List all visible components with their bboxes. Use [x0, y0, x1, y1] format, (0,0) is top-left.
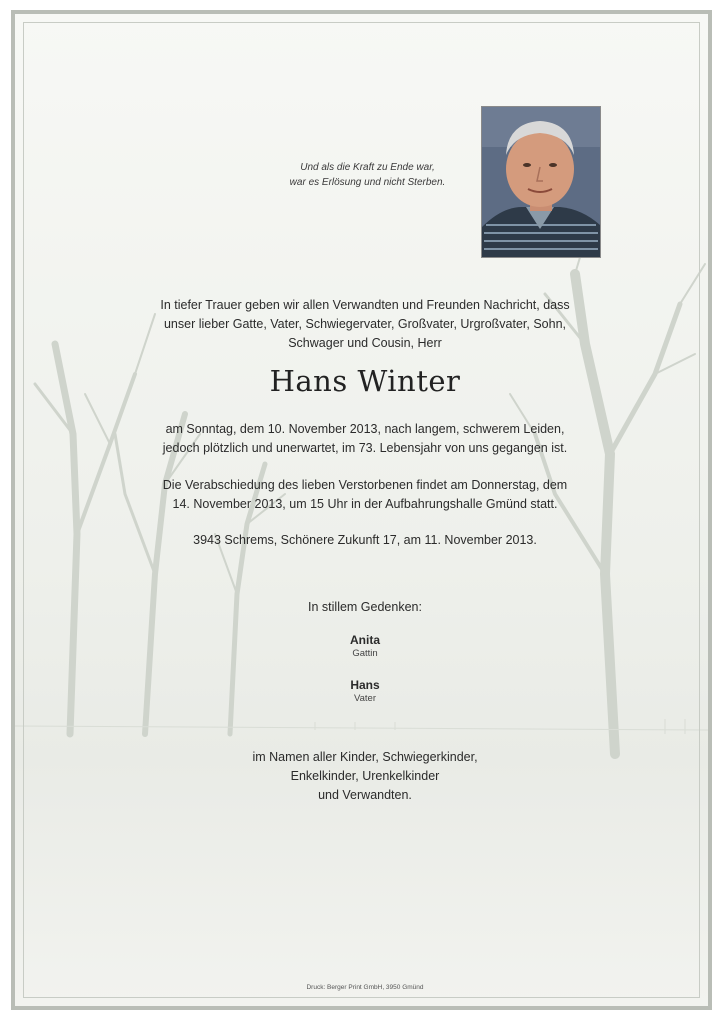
intro-text — [135, 296, 595, 353]
card-content — [15, 14, 712, 1010]
obituary-card — [11, 10, 712, 1010]
mourner-item — [265, 678, 465, 705]
closing-line-1: im Namen aller Kinder, Schwiegerkinder, — [252, 750, 478, 764]
intro-line-3: Schwager und Cousin, Herr — [288, 336, 442, 350]
closing-text — [165, 748, 565, 805]
closing-line-3: und Verwandten. — [318, 788, 412, 802]
quote-line-2: war es Erlösung und nicht Sterben. — [289, 177, 446, 188]
intro-line-2: unser lieber Gatte, Vater, Schwiegervater, Großvater, Urgroßvater, Sohn, — [163, 317, 567, 331]
death-notice-line-2: jedoch plötzlich und unerwartet, im 73. Lebensjahr von uns gegangen ist. — [162, 441, 568, 455]
funeral-line-1: Die Verabschiedung des lieben Verstorbenen findet am Donnerstag, dem — [162, 478, 568, 492]
quote-line-1: Und als die Kraft zu Ende war, — [300, 162, 435, 173]
mourner-relation: Vater — [353, 693, 376, 704]
death-notice — [115, 420, 615, 458]
funeral-line-2: 14. November 2013, um 15 Uhr in der Aufbahrungshalle Gmünd statt. — [172, 497, 558, 511]
remembrance-heading: In stillem Gedenken: — [308, 600, 422, 614]
mourner-relation: Gattin — [352, 648, 378, 659]
portrait-image — [482, 107, 600, 257]
deceased-name: Hans Winter — [269, 364, 461, 398]
mourner-name: Hans — [350, 678, 380, 692]
funeral-info — [115, 476, 615, 514]
portrait-photo — [481, 106, 601, 258]
closing-line-2: Enkelkinder, Urenkelkinder — [290, 769, 440, 783]
intro-line-1: In tiefer Trauer geben wir allen Verwandten und Freunden Nachricht, dass — [160, 298, 570, 312]
mourner-item — [265, 633, 465, 660]
mourner-name: Anita — [350, 633, 380, 647]
death-notice-line-1: am Sonntag, dem 10. November 2013, nach langem, schwerem Leiden, — [165, 422, 565, 436]
printer-credit: Druck: Berger Print GmbH, 3950 Gmünd — [306, 984, 424, 991]
quote — [255, 160, 480, 190]
place-date: 3943 Schrems, Schönere Zukunft 17, am 11. November 2013. — [193, 533, 537, 547]
